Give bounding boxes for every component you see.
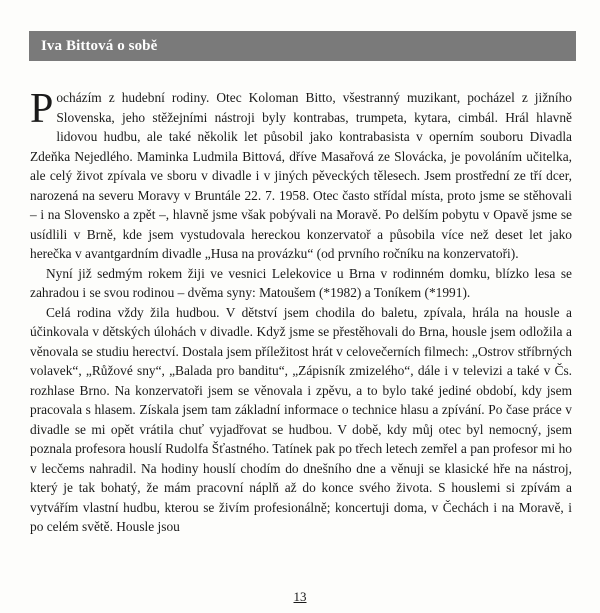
drop-cap-letter: P xyxy=(30,86,54,132)
article-body xyxy=(30,88,572,537)
paragraph-1 xyxy=(30,88,572,264)
page-number: 13 xyxy=(293,589,307,604)
paragraph-1-text: ocházím z hudební rodiny. Otec Koloman Bitto, všestranný muzikant, pocházel z jižního Slovenska, jeho stěžejními nástroji byly kontrabas, trumpeta, kytara, cimbál. Hrál hlavně lidovou hudbu, ale také několik let působil jako kontrabasista v operním souboru Divadla Zdeňka Nejedlého. Maminka Ludmila Bittová, dříve Masařová ze Slovácka, je povoláním učitelka, ale celý život zpívala ve sboru v divadle i v jiných pěveckých tělesech. Jsem prostřední ze tří dcer, narozená na severu Moravy v Bruntále 22. 7. 1958. Otec často střídal místa, proto jsme se stěhovali – i na Slovensko a zpět –, hlavně jsme však pobývali na Moravě. Po delším pobytu v Opavě jsme se usídlili v Brně, kde jsem vystudovala hereckou konzervatoř a působila více než deset let jako herečka v avantgardním divadle „Husa na provázku“ (od prvního ročníku na konzervatoři). xyxy=(30,90,572,261)
section-title: Iva Bittová o sobě xyxy=(41,37,158,54)
paragraph-2: Nyní již sedmým rokem žiji ve vesnici Lelekovice u Brna v rodinném domku, blízko lesa se zahradou i se svou rodinou – dvěma syny: Matoušem (*1982) a Toníkem (*1991). xyxy=(30,265,572,300)
paragraph-3: Celá rodina vždy žila hudbou. V dětství jsem chodila do baletu, zpívala, hrála na housle a účinkovala v dětských úlohách v divadle. Když jsme se přestěhovali do Brna, housle jsem odložila a věnovala se studiu herectví. Dostala jsem příležitost hrát v celovečerních filmech: „Ostrov stříbrných volavek“, „Růžové sny“, „Balada pro banditu“, „Zápisník zmizelého“, dále i v televizi a také v Čs. rozhlase Brno. Na konzervatoři jsem se věnovala i zpěvu, a to bylo také jediné období, kdy jsem pracovala s hlasem. Získala jsem tam základní informace o technice hlasu a zpívání. Po čase práce v divadle se mi opět vrátila chuť vyjadřovat se hudbou. V době, kdy můj otec byl nemocný, jsem poznala profesora houslí Rudolfa Šťastného. Tatínek pak po třech letech zemřel a pan profesor mi ho v lecčems nahradil. Na hodiny houslí chodím do dnešního dne a věnuji se klasické hře na nástroj, který je tak bohatý, že mám pracovní náplň až do konce svého života. S houslemi si zpívám a vytvářím vlastní hudbu, kterou se živím profesionálně; koncertuji doma, v Čechách i na Moravě, i po celém světě. Housle jsou xyxy=(30,304,572,534)
section-header-bar xyxy=(29,31,576,61)
